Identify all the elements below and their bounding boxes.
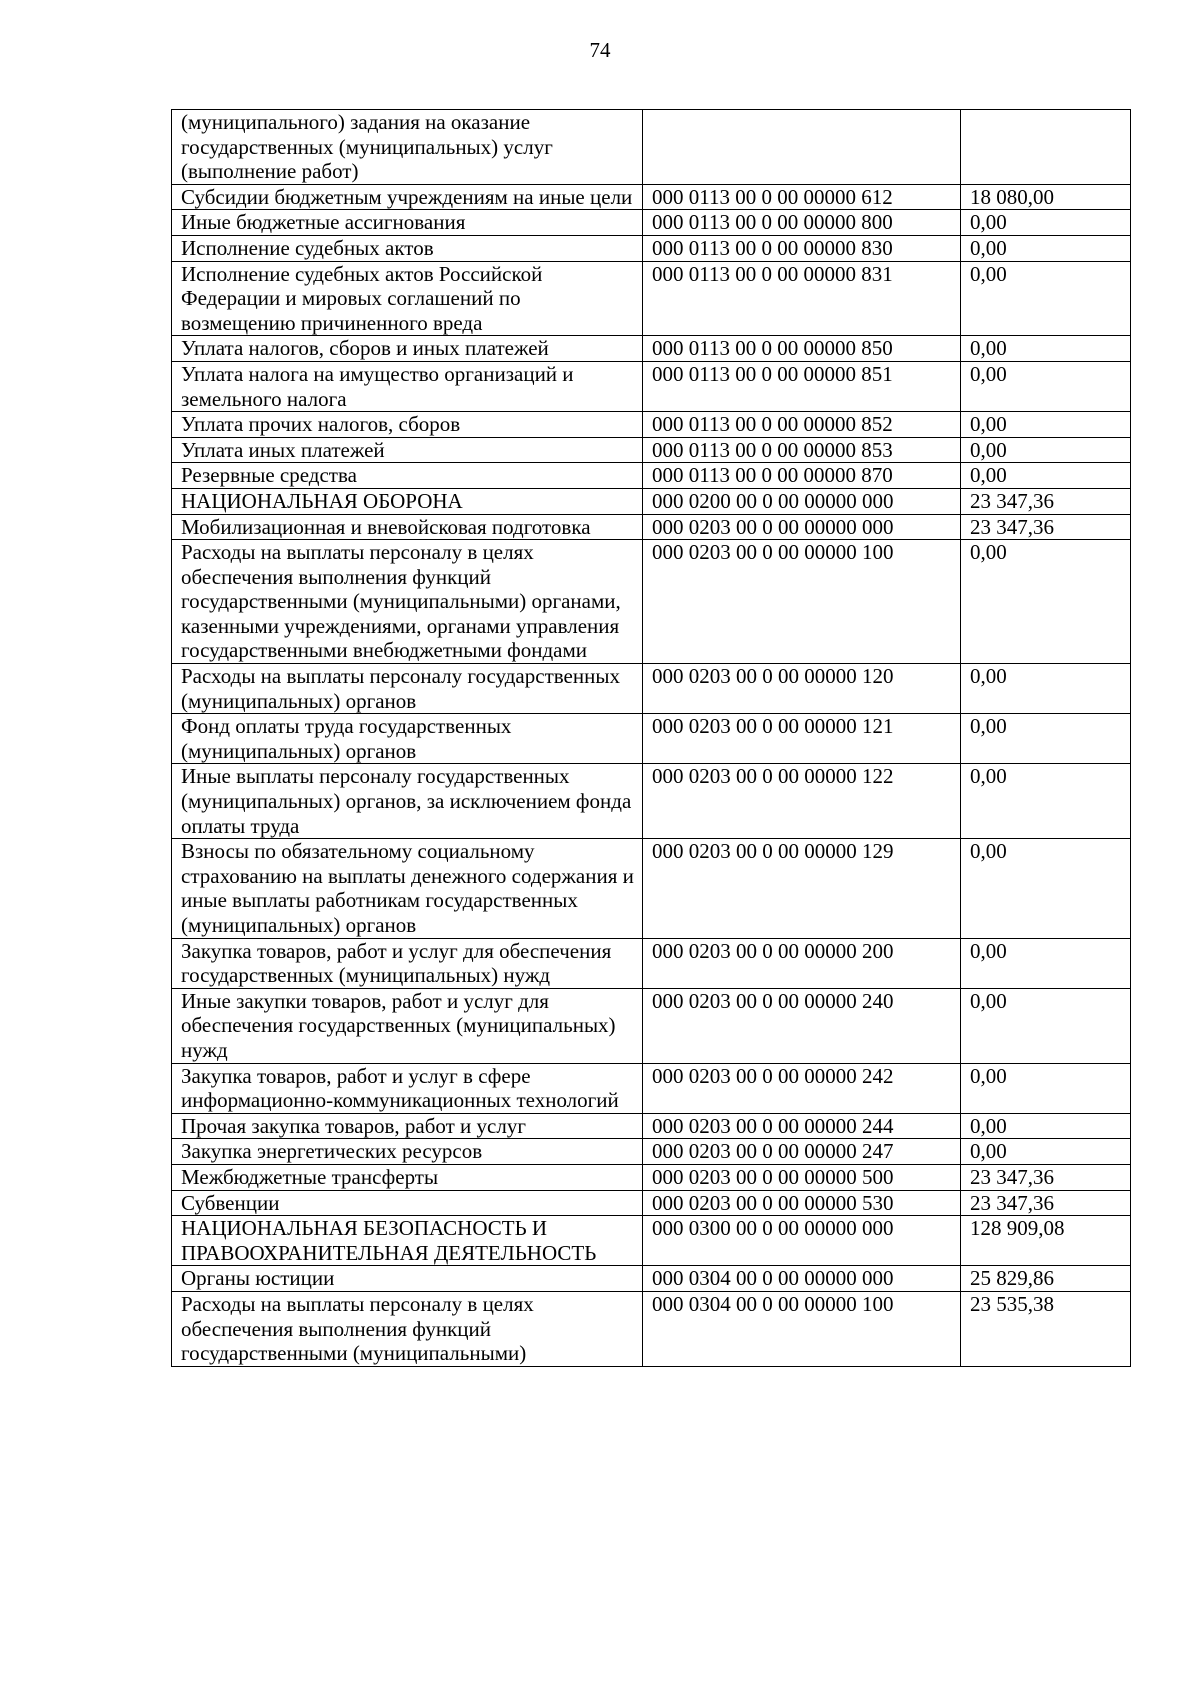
row-amount-cell: 0,00 <box>961 938 1131 988</box>
table-row <box>172 110 1131 185</box>
row-amount-cell: 0,00 <box>961 463 1131 489</box>
row-amount-cell: 0,00 <box>961 764 1131 839</box>
row-code-cell: 000 0203 00 0 00 00000 244 <box>643 1113 961 1139</box>
row-code-cell: 000 0203 00 0 00 00000 000 <box>643 514 961 540</box>
row-amount-cell: 23 347,36 <box>961 1164 1131 1190</box>
row-code-cell: 000 0113 00 0 00 00000 853 <box>643 437 961 463</box>
row-code-cell: 000 0300 00 0 00 00000 000 <box>643 1216 961 1266</box>
row-code-cell: 000 0203 00 0 00 00000 120 <box>643 664 961 714</box>
table-row <box>172 540 1131 664</box>
row-name-cell: Субсидии бюджетным учреждениям на иные цели <box>172 184 643 210</box>
row-amount-cell <box>961 110 1131 185</box>
table-row <box>172 1216 1131 1266</box>
row-name-cell: Расходы на выплаты персоналу государственных (муниципальных) органов <box>172 664 643 714</box>
row-amount-cell: 23 535,38 <box>961 1291 1131 1366</box>
row-amount-cell: 128 909,08 <box>961 1216 1131 1266</box>
row-code-cell: 000 0203 00 0 00 00000 240 <box>643 988 961 1063</box>
table-row <box>172 988 1131 1063</box>
row-amount-cell: 0,00 <box>961 261 1131 336</box>
table-row <box>172 488 1131 514</box>
row-name-cell: Фонд оплаты труда государственных (муниципальных) органов <box>172 714 643 764</box>
row-name-cell: Уплата налога на имущество организаций и земельного налога <box>172 361 643 411</box>
row-name-cell: Мобилизационная и вневойсковая подготовка <box>172 514 643 540</box>
row-name-cell: Межбюджетные трансферты <box>172 1164 643 1190</box>
row-code-cell: 000 0113 00 0 00 00000 612 <box>643 184 961 210</box>
table-row <box>172 361 1131 411</box>
row-name-cell: Расходы на выплаты персоналу в целях обеспечения выполнения функций государственными (муниципальными) органами, казенными учреждениями, органами управления государственными внебюджетными фондами <box>172 540 643 664</box>
row-name-cell: Органы юстиции <box>172 1266 643 1292</box>
table-row <box>172 336 1131 362</box>
table-row <box>172 938 1131 988</box>
row-name-cell: НАЦИОНАЛЬНАЯ БЕЗОПАСНОСТЬ И ПРАВООХРАНИТЕЛЬНАЯ ДЕЯТЕЛЬНОСТЬ <box>172 1216 643 1266</box>
row-amount-cell: 0,00 <box>961 235 1131 261</box>
budget-table <box>171 109 1131 1367</box>
row-code-cell: 000 0203 00 0 00 00000 122 <box>643 764 961 839</box>
table-row <box>172 463 1131 489</box>
row-code-cell: 000 0113 00 0 00 00000 851 <box>643 361 961 411</box>
row-amount-cell: 0,00 <box>961 664 1131 714</box>
row-amount-cell: 0,00 <box>961 1113 1131 1139</box>
page-number: 74 <box>589 38 611 62</box>
table-row <box>172 1164 1131 1190</box>
row-code-cell: 000 0203 00 0 00 00000 129 <box>643 839 961 938</box>
row-code-cell: 000 0203 00 0 00 00000 121 <box>643 714 961 764</box>
row-amount-cell: 0,00 <box>961 210 1131 236</box>
row-code-cell: 000 0113 00 0 00 00000 831 <box>643 261 961 336</box>
row-amount-cell: 18 080,00 <box>961 184 1131 210</box>
row-code-cell: 000 0200 00 0 00 00000 000 <box>643 488 961 514</box>
table-row <box>172 1291 1131 1366</box>
row-name-cell: Иные бюджетные ассигнования <box>172 210 643 236</box>
table-row <box>172 184 1131 210</box>
row-code-cell: 000 0203 00 0 00 00000 247 <box>643 1139 961 1165</box>
row-name-cell: Иные выплаты персоналу государственных (муниципальных) органов, за исключением фонда оплаты труда <box>172 764 643 839</box>
row-amount-cell: 0,00 <box>961 336 1131 362</box>
row-amount-cell: 0,00 <box>961 714 1131 764</box>
budget-table-body <box>172 110 1131 1367</box>
row-amount-cell: 0,00 <box>961 437 1131 463</box>
row-code-cell: 000 0203 00 0 00 00000 500 <box>643 1164 961 1190</box>
row-code-cell: 000 0113 00 0 00 00000 870 <box>643 463 961 489</box>
row-amount-cell: 23 347,36 <box>961 1190 1131 1216</box>
table-row <box>172 412 1131 438</box>
table-row <box>172 839 1131 938</box>
row-code-cell: 000 0113 00 0 00 00000 830 <box>643 235 961 261</box>
table-row <box>172 764 1131 839</box>
row-code-cell: 000 0304 00 0 00 00000 100 <box>643 1291 961 1366</box>
row-amount-cell: 0,00 <box>961 839 1131 938</box>
row-name-cell: Исполнение судебных актов <box>172 235 643 261</box>
row-name-cell: Резервные средства <box>172 463 643 489</box>
row-name-cell: Закупка энергетических ресурсов <box>172 1139 643 1165</box>
table-row <box>172 1190 1131 1216</box>
row-code-cell: 000 0203 00 0 00 00000 530 <box>643 1190 961 1216</box>
row-amount-cell: 0,00 <box>961 1063 1131 1113</box>
row-name-cell: Расходы на выплаты персоналу в целях обеспечения выполнения функций государственными (муниципальными) <box>172 1291 643 1366</box>
table-row <box>172 210 1131 236</box>
table-row <box>172 235 1131 261</box>
row-name-cell: Уплата прочих налогов, сборов <box>172 412 643 438</box>
row-code-cell <box>643 110 961 185</box>
row-code-cell: 000 0203 00 0 00 00000 242 <box>643 1063 961 1113</box>
row-amount-cell: 25 829,86 <box>961 1266 1131 1292</box>
row-name-cell: Взносы по обязательному социальному страхованию на выплаты денежного содержания и иные выплаты работникам государственных (муниципальных) органов <box>172 839 643 938</box>
row-code-cell: 000 0203 00 0 00 00000 200 <box>643 938 961 988</box>
row-amount-cell: 0,00 <box>961 988 1131 1063</box>
row-name-cell: Иные закупки товаров, работ и услуг для обеспечения государственных (муниципальных) нужд <box>172 988 643 1063</box>
row-code-cell: 000 0113 00 0 00 00000 800 <box>643 210 961 236</box>
table-row <box>172 664 1131 714</box>
row-code-cell: 000 0304 00 0 00 00000 000 <box>643 1266 961 1292</box>
row-amount-cell: 23 347,36 <box>961 514 1131 540</box>
table-row <box>172 1139 1131 1165</box>
row-name-cell: НАЦИОНАЛЬНАЯ ОБОРОНА <box>172 488 643 514</box>
table-row <box>172 714 1131 764</box>
table-row <box>172 1113 1131 1139</box>
row-amount-cell: 0,00 <box>961 540 1131 664</box>
table-row <box>172 437 1131 463</box>
row-amount-cell: 0,00 <box>961 412 1131 438</box>
row-name-cell: Субвенции <box>172 1190 643 1216</box>
row-name-cell: Исполнение судебных актов Российской Федерации и мировых соглашений по возмещению причиненного вреда <box>172 261 643 336</box>
row-amount-cell: 0,00 <box>961 361 1131 411</box>
row-name-cell: Уплата иных платежей <box>172 437 643 463</box>
row-name-cell: Закупка товаров, работ и услуг для обеспечения государственных (муниципальных) нужд <box>172 938 643 988</box>
table-row <box>172 1266 1131 1292</box>
table-row <box>172 261 1131 336</box>
row-name-cell: (муниципального) задания на оказание государственных (муниципальных) услуг (выполнение работ) <box>172 110 643 185</box>
row-name-cell: Уплата налогов, сборов и иных платежей <box>172 336 643 362</box>
table-row <box>172 514 1131 540</box>
row-name-cell: Закупка товаров, работ и услуг в сфере информационно-коммуникационных технологий <box>172 1063 643 1113</box>
row-code-cell: 000 0113 00 0 00 00000 852 <box>643 412 961 438</box>
row-amount-cell: 23 347,36 <box>961 488 1131 514</box>
row-amount-cell: 0,00 <box>961 1139 1131 1165</box>
row-code-cell: 000 0113 00 0 00 00000 850 <box>643 336 961 362</box>
row-code-cell: 000 0203 00 0 00 00000 100 <box>643 540 961 664</box>
row-name-cell: Прочая закупка товаров, работ и услуг <box>172 1113 643 1139</box>
table-row <box>172 1063 1131 1113</box>
